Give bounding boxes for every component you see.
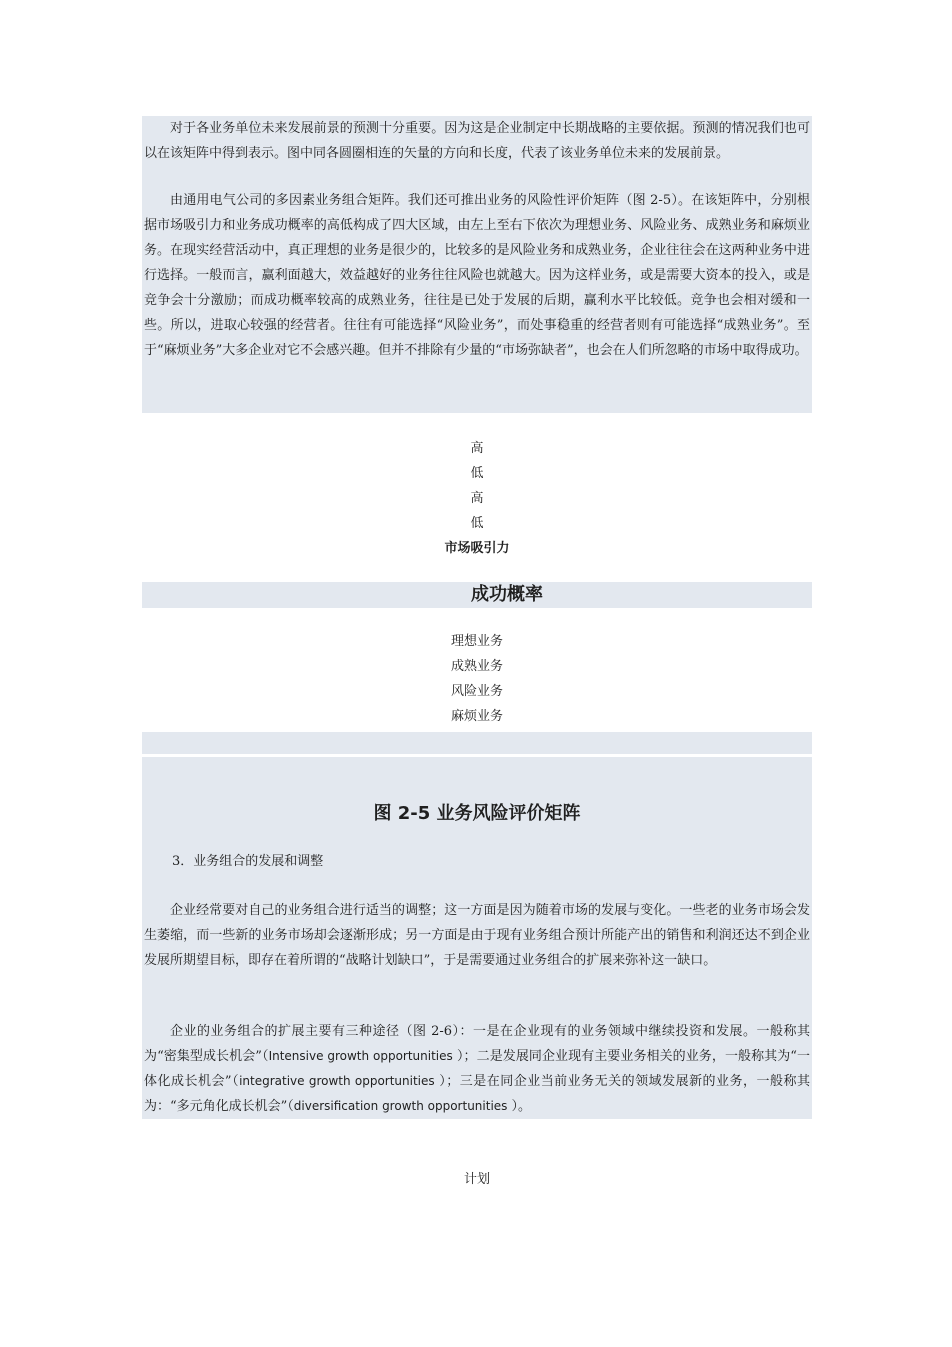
paragraph-forecast: 对于各业务单位未来发展前景的预测十分重要。因为这是企业制定中长期战略的主要依据。预测的情况我们也可以在该矩阵中得到表示。图中同各圆圈相连的矢量的方向和长度，代表了该业务单位未来的发展前景。 — [144, 121, 810, 161]
term-integrative: integrative growth opportunities — [239, 1074, 435, 1088]
axis-label-high-1: 高 — [470, 441, 484, 456]
divider-bar — [142, 732, 812, 754]
term-intensive: Intensive growth opportunities — [268, 1049, 453, 1063]
business-type-ideal: 理想业务 — [450, 634, 503, 649]
page-footer: 计划 — [463, 1172, 490, 1187]
paragraph-expansion — [142, 1019, 812, 1119]
paragraph-risk-matrix: 由通用电气公司的多因素业务组合矩阵。我们还可推出业务的风险性评价矩阵（图 2-5）。在该矩阵中，分别根据市场吸引力和业务成功概率的高低构成了四大区域，由左上至右下依次为理想业务、风险业务、成熟业务和麻烦业务。在现实经营活动中，真正理想的业务是很少的，比较多的是风险业务和成熟业务，企业往往会在这两种业务中进行选择。一般而言，赢利面越大，效益越好的业务往往风险也就越大。因为这样业务，或是需要大资本的投入，或是竞争会十分激励；而成功概率较高的成熟业务，往往是已处于发展的后期，赢利水平比较低。竞争也会相对缓和一些。所以，进取心较强的经营者。往往有可能选择“风险业务”，而处事稳重的经营者则有可能选择“成熟业务”。至于“麻烦业务”大多企业对它不会感兴趣。但并不排除有少量的“市场弥缺者”，也会在人们所忽略的市场中取得成功。 — [144, 193, 810, 358]
intro-text-block — [142, 116, 812, 413]
probability-header-bar — [142, 582, 812, 608]
business-type-trouble: 麻烦业务 — [450, 709, 503, 724]
axis-title-market-attractiveness: 市场吸引力 — [444, 541, 510, 556]
text-run: ）。 — [507, 1099, 532, 1114]
paragraph-adjustment: 企业经常要对自己的业务组合进行适当的调整；这一方面是因为随着市场的发展与变化。一些老的业务市场会发生萎缩，而一些新的业务市场却会逐渐形成；另一方面是由于现有业务组合预计所能产出的销售和利润还达不到企业发展所期望目标，即存在着所谓的“战略计划缺口”，于是需要通过业务组合的扩展来弥补这一缺口。 — [144, 903, 810, 968]
term-diversification: diversification growth opportunities — [293, 1099, 508, 1113]
axis-label-low-2: 低 — [470, 516, 484, 531]
axis-label-high-2: 高 — [470, 491, 484, 506]
figure-caption: 图 2-5 业务风险评价矩阵 — [373, 803, 581, 824]
text-run: 企业的业务组合的扩展主要有三种途径（图 2-6）：一是在企业现有的业务领域中继续投资和发展。一般称其为“密集型成长机会”（ — [144, 1024, 810, 1064]
text-run: ）；三是在同企业当前业务无关的领域发展新的业务，一般称其为：“多元角化成长机会”（ — [144, 1074, 810, 1114]
paragraph-expansion-wrap — [142, 1019, 812, 1119]
business-type-risk: 风险业务 — [450, 684, 503, 699]
section-heading: 3．业务组合的发展和调整 — [172, 854, 324, 869]
paragraph-adjustment-wrap — [142, 898, 812, 973]
axis-labels — [142, 436, 812, 561]
axis-label-low-1: 低 — [470, 466, 484, 481]
probability-title: 成功概率 — [471, 584, 543, 605]
business-type-list — [142, 629, 812, 729]
business-type-mature: 成熟业务 — [450, 659, 503, 674]
text-run: ）；二是发展同企业现有主要业务相关的业务，一般称其为“一体化成长机会”（ — [144, 1049, 811, 1089]
